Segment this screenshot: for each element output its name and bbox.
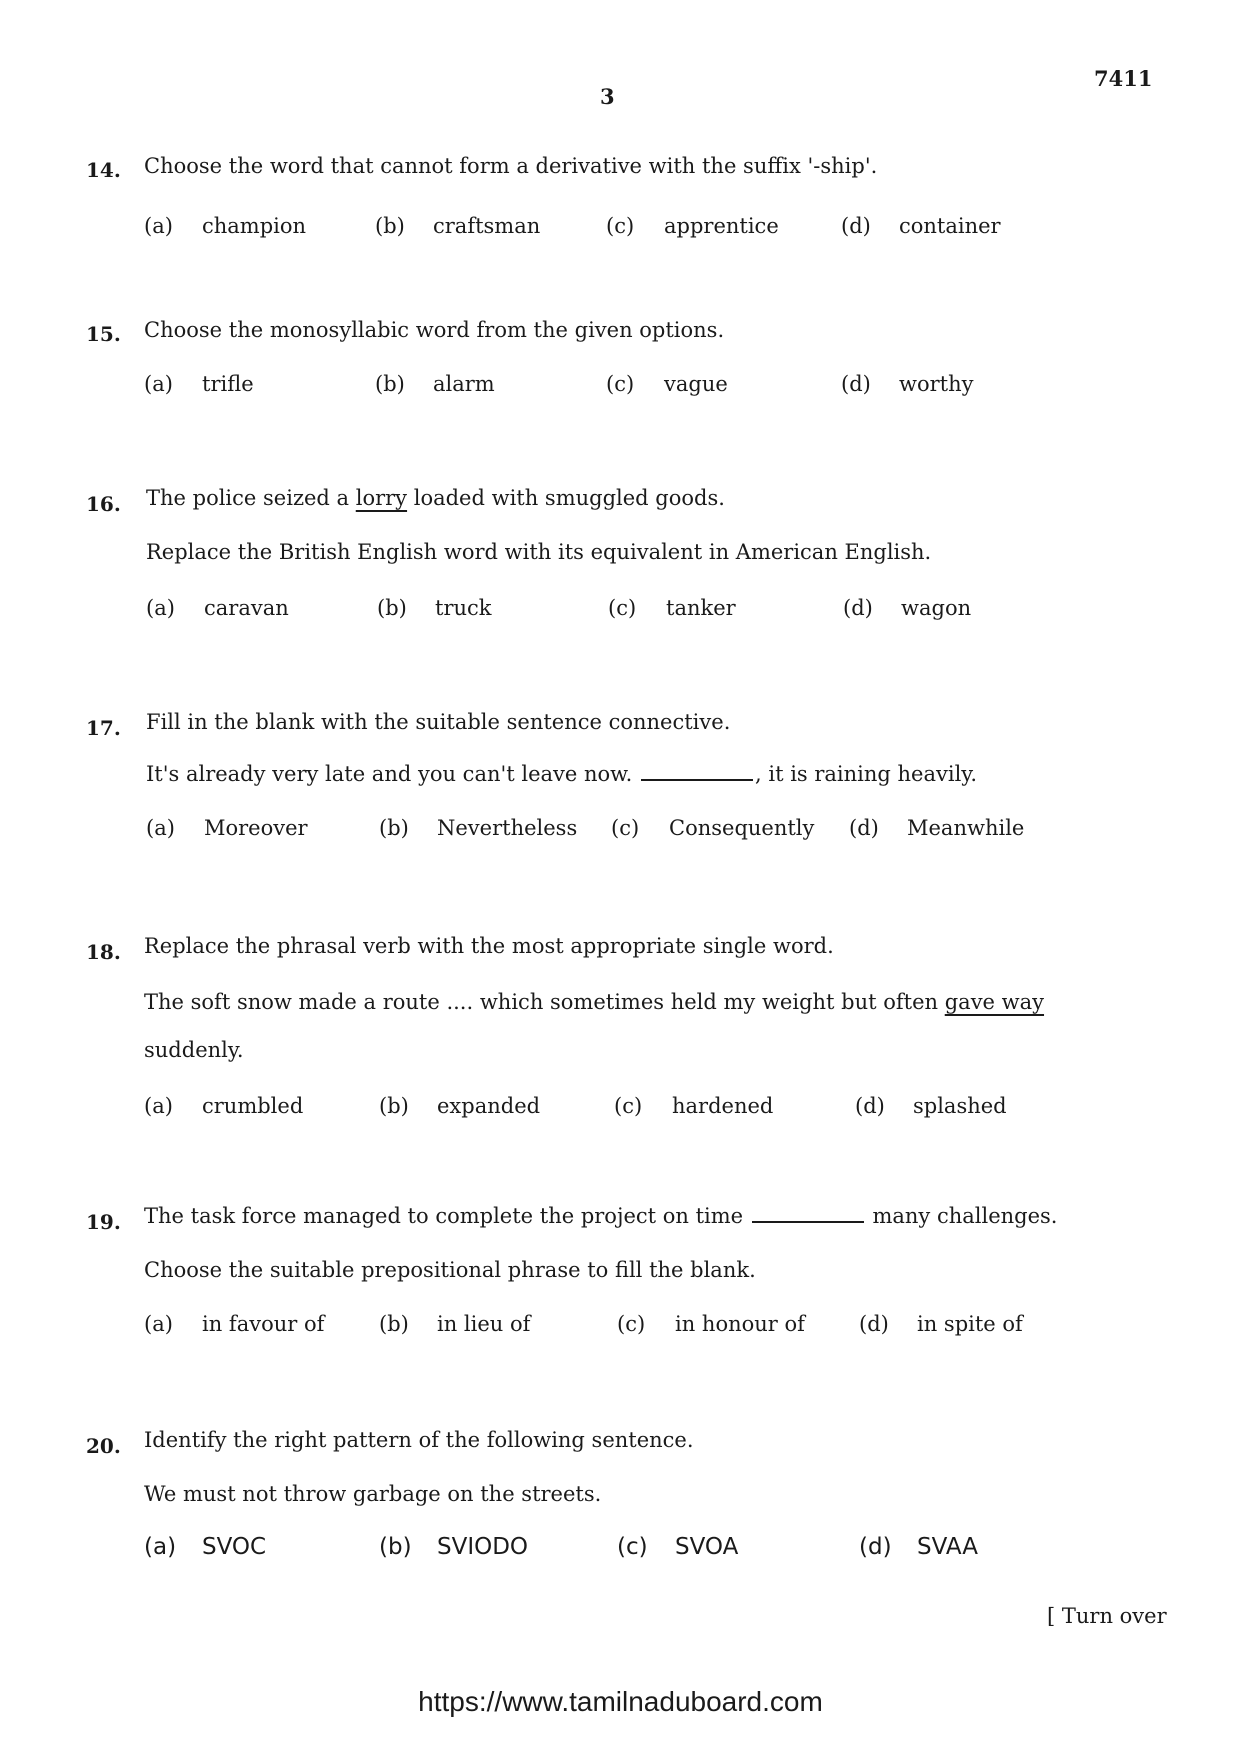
- option-d: (d) wagon: [843, 596, 972, 620]
- question-text: Fill in the blank with the suitable sentence connective.: [146, 710, 731, 734]
- option-d: (d) splashed: [855, 1094, 1007, 1118]
- option-d: (d) SVAA: [859, 1534, 978, 1560]
- paper-code: 7411: [1094, 66, 1153, 91]
- option-a: (a) trifle: [144, 372, 254, 396]
- option-d: (d) worthy: [841, 372, 974, 396]
- option-d: (d) container: [841, 214, 1001, 238]
- option-c: (c) Consequently: [611, 816, 815, 840]
- option-c: (c) apprentice: [606, 214, 779, 238]
- footer-url[interactable]: https://www.tamilnaduboard.com: [418, 1686, 823, 1717]
- option-c: (c) tanker: [608, 596, 736, 620]
- option-a: (a) SVOC: [144, 1534, 267, 1560]
- question-number: 15.: [86, 322, 121, 346]
- question-instruction: Choose the suitable prepositional phrase to fill the blank.: [144, 1258, 756, 1282]
- underlined-phrase: gave way: [944, 990, 1045, 1014]
- option-b: (b) in lieu of: [379, 1312, 531, 1336]
- option-b: (b) alarm: [375, 372, 495, 396]
- question-sentence: We must not throw garbage on the streets.: [144, 1482, 602, 1506]
- question-number: 16.: [86, 492, 121, 516]
- option-a: (a) caravan: [146, 596, 289, 620]
- option-c: (c) in honour of: [617, 1312, 805, 1336]
- underlined-word: lorry: [355, 486, 408, 510]
- answer-blank: [641, 779, 753, 781]
- option-d: (d) in spite of: [859, 1312, 1023, 1336]
- question-sentence: The task force managed to complete the project on time many challenges.: [144, 1204, 1058, 1228]
- option-b: (b) SVIODO: [379, 1534, 529, 1560]
- answer-blank: [752, 1221, 864, 1223]
- option-c: (c) SVOA: [617, 1534, 739, 1560]
- option-b: (b) truck: [377, 596, 492, 620]
- question-number: 14.: [86, 158, 121, 182]
- option-b: (b) expanded: [379, 1094, 541, 1118]
- question-text: Choose the word that cannot form a derivative with the suffix '-ship'.: [144, 154, 878, 178]
- question-instruction: Replace the British English word with its equivalent in American English.: [146, 540, 932, 564]
- page-number: 3: [600, 84, 615, 109]
- question-number: 18.: [86, 940, 121, 964]
- question-sentence: It's already very late and you can't leave now. , it is raining heavily.: [146, 762, 978, 786]
- option-a: (a) Moreover: [146, 816, 308, 840]
- question-number: 17.: [86, 716, 121, 740]
- option-b: (b) craftsman: [375, 214, 541, 238]
- question-number: 20.: [86, 1434, 121, 1458]
- option-a: (a) in favour of: [144, 1312, 325, 1336]
- option-c: (c) vague: [606, 372, 728, 396]
- option-b: (b) Nevertheless: [379, 816, 578, 840]
- option-c: (c) hardened: [614, 1094, 774, 1118]
- option-a: (a) champion: [144, 214, 307, 238]
- question-text: Identify the right pattern of the following sentence.: [144, 1428, 694, 1452]
- question-text: Replace the phrasal verb with the most appropriate single word.: [144, 934, 834, 958]
- option-d: (d) Meanwhile: [849, 816, 1025, 840]
- question-text: Choose the monosyllabic word from the given options.: [144, 318, 725, 342]
- turn-over-note: [ Turn over: [1047, 1604, 1167, 1628]
- question-sentence: The police seized a lorry loaded with smuggled goods.: [146, 486, 725, 510]
- question-sentence: The soft snow made a route .... which sometimes held my weight but often gave way suddenly.: [144, 990, 1045, 1062]
- question-number: 19.: [86, 1210, 121, 1234]
- option-a: (a) crumbled: [144, 1094, 304, 1118]
